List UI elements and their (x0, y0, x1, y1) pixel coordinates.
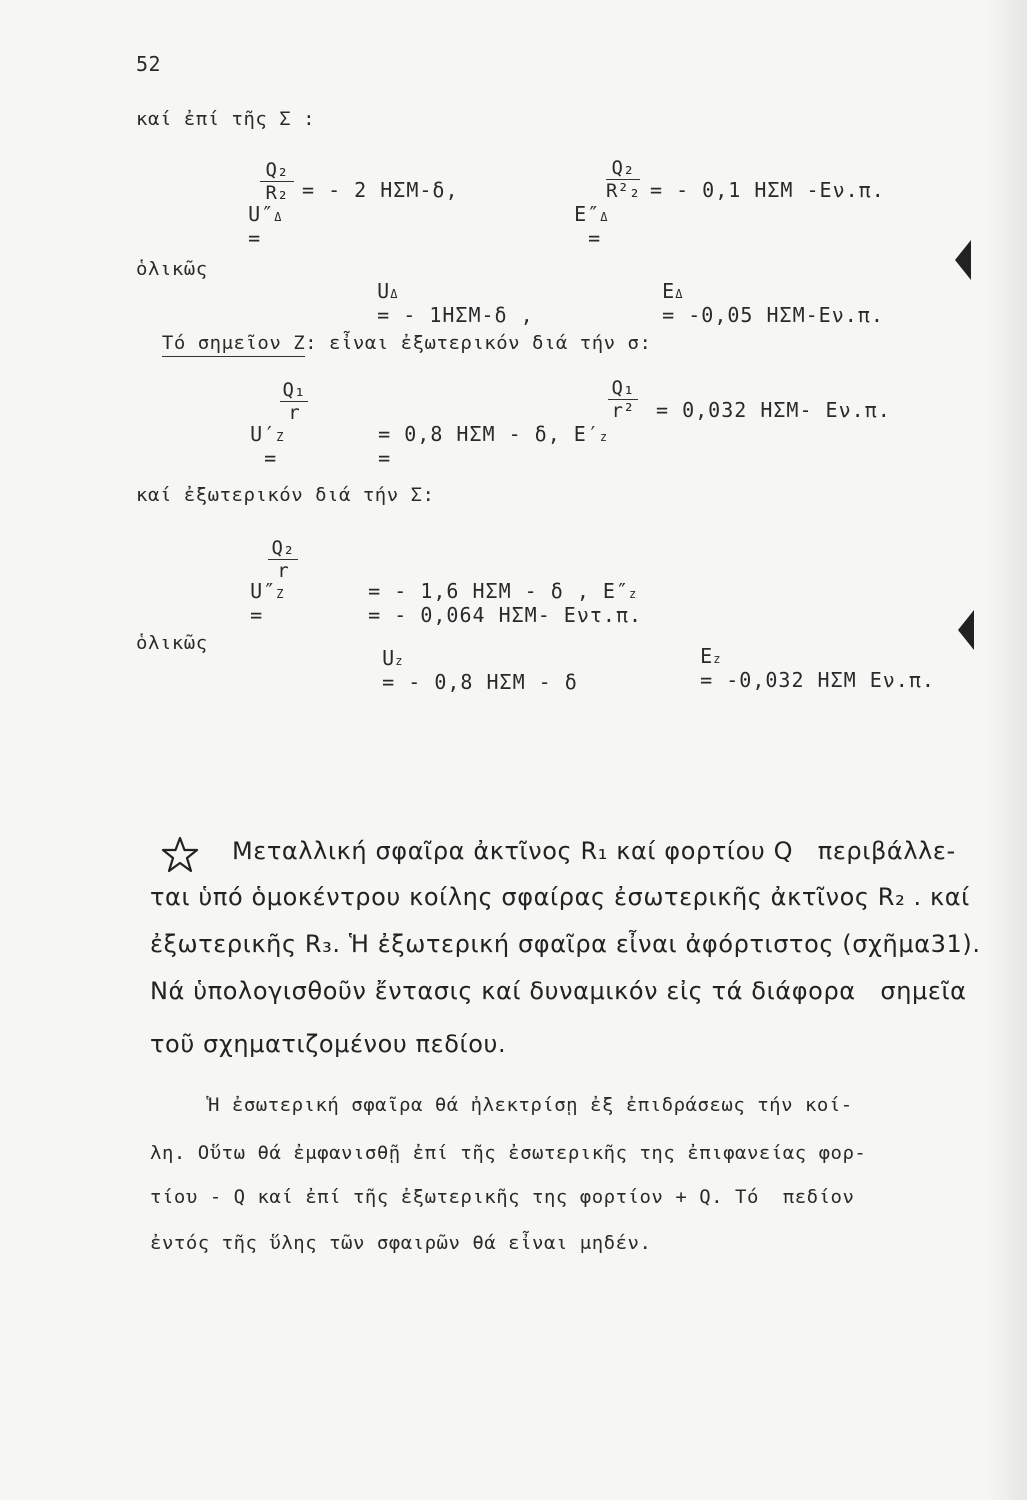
eq4-u-lhs: U″ (250, 579, 277, 603)
eq1-u-num: Q₂ (265, 159, 289, 181)
eq3-e-sub: z (599, 430, 609, 444)
eq4-u-den: r (277, 560, 289, 582)
result-marker-icon (958, 610, 974, 650)
eq1-e-den: R²₂ (606, 180, 641, 202)
eq5-u-rhs: = - 0,8 ΗΣΜ - δ (382, 670, 578, 694)
eq4-u-num: Q₂ (271, 537, 295, 559)
external-line: καί ἐξωτερικόν διά τήν Σ: (136, 484, 435, 506)
eq3-u-sub: Z (276, 430, 285, 444)
problem-line-2: ται ὑπό ὁμοκέντρου κοίλης σφαίρας ἐσωτερικῆς ἀκτῖνος R₂ . καί (150, 883, 970, 911)
eq3-u-mid: = 0,8 ΗΣΜ - δ, E′ (378, 422, 600, 446)
eq1-u-eq: = (248, 226, 262, 250)
point-z-line (138, 310, 651, 354)
eq1-e-num: Q₂ (611, 157, 635, 179)
eq4-u-rhs: = - 1,6 ΗΣΜ - δ , E″ (368, 579, 629, 603)
eq2-u-rhs: = - 1ΗΣΜ-δ , (377, 303, 534, 327)
eq1-e-sub: Δ (600, 210, 609, 224)
eq3-e-num: Q₁ (611, 377, 635, 399)
eq3-u-den: r (288, 402, 300, 424)
eq4-e-rhs: = - 0,064 ΗΣΜ- Εντ.π. (368, 603, 643, 627)
solution-line-3: τίου - Q καί ἐπί τῆς ἐξωτερικῆς της φορτίον + Q. Τό πεδίον (150, 1186, 855, 1208)
eq2-u-sub: Δ (390, 287, 399, 301)
eq1-u-rhs: = - 2 ΗΣΜ-δ, (302, 178, 459, 202)
eq4-u-eq: = (250, 603, 264, 627)
eq5-u-lhs: U (382, 646, 396, 670)
page-number: 52 (136, 52, 162, 76)
eq3-u-lhs: U′ (250, 422, 277, 446)
eq4-u-fraction (268, 538, 298, 581)
problem-line-4: Νά ὑπολογισθοῦν ἔντασις καί δυναμικόν εἰς τά διάφορα σημεῖα (150, 977, 967, 1005)
eq3-u-fraction (280, 380, 308, 423)
eq3-e-rhs: = 0,032 ΗΣΜ- Εν.π. (656, 398, 891, 422)
solution-line-1: Ἡ ἐσωτερική σφαῖρα θά ἠλεκτρίσῃ ἐξ ἐπιδράσεως τήν κοί- (208, 1094, 853, 1116)
solution-line-2: λη. Οὕτω θά ἐμφανισθῇ ἐπί τῆς ἐσωτερικῆς της ἐπιφανείας φορ- (150, 1142, 867, 1164)
result-marker-icon (955, 240, 971, 280)
eq3-u-eq: = (264, 446, 278, 470)
problem-line-3: ἐξωτερικῆς R₃. Ἡ ἐξωτερική σφαῖρα εἶναι ἀφόρτιστος (σχῆμα31). (150, 930, 981, 958)
eq3-u-num: Q₁ (282, 379, 306, 401)
eq5-label: ὁλικῶς (136, 632, 208, 654)
eq1-e-lhs: E″ (574, 202, 601, 226)
eq3-e-eq: = (378, 446, 392, 470)
eq3-e-den: r² (611, 400, 635, 422)
point-z-rest: : εἶναι ἐξωτερικόν διά τήν σ: (305, 332, 652, 354)
eq1-e-fraction (606, 158, 640, 201)
eq1-u-den: R₂ (265, 182, 289, 204)
eq5-e-lhs: E (700, 644, 714, 668)
eq1-e-rhs: = - 0,1 ΗΣΜ -Εν.π. (650, 178, 885, 202)
eq1-u-fraction (260, 160, 294, 203)
point-z-heading: Τό σημεῖον Ζ (162, 332, 305, 357)
eq2-e-rhs: = -0,05 ΗΣΜ-Εν.π. (662, 303, 884, 327)
solution-line-4: ἐντός τῆς ὕλης τῶν σφαιρῶν θά εἶναι μηδέν. (150, 1232, 652, 1254)
eq1-u-sub: Δ (274, 210, 283, 224)
page-edge-shadow (987, 0, 1027, 1500)
eq2-label: ὁλικῶς (136, 258, 208, 280)
eq5-e-sub: z (713, 652, 722, 666)
eq4-e-sub: z (629, 587, 638, 601)
eq2-e-lhs: E (662, 279, 676, 303)
problem-line-5: τοῦ σχηματιζομένου πεδίου. (150, 1030, 507, 1058)
eq2-u-lhs: U (377, 279, 391, 303)
intro-line: καί ἐπί τῆς Σ : (136, 108, 316, 130)
eq1-u-lhs: U″ (248, 202, 275, 226)
eq5-e-rhs: = -0,032 ΗΣΜ Εν.π. (700, 668, 935, 692)
eq1-e-eq: = (588, 226, 602, 250)
problem-line-1: Μεταλλική σφαῖρα ἀκτῖνος R₁ καί φορτίου Q περιβάλλε- (232, 837, 956, 865)
eq5-u-sub: z (395, 654, 404, 668)
eq4-u-sub: Z (276, 587, 285, 601)
eq2-e-sub: Δ (675, 287, 684, 301)
star-outline-icon (160, 836, 200, 874)
eq3-e-fraction (608, 378, 638, 421)
